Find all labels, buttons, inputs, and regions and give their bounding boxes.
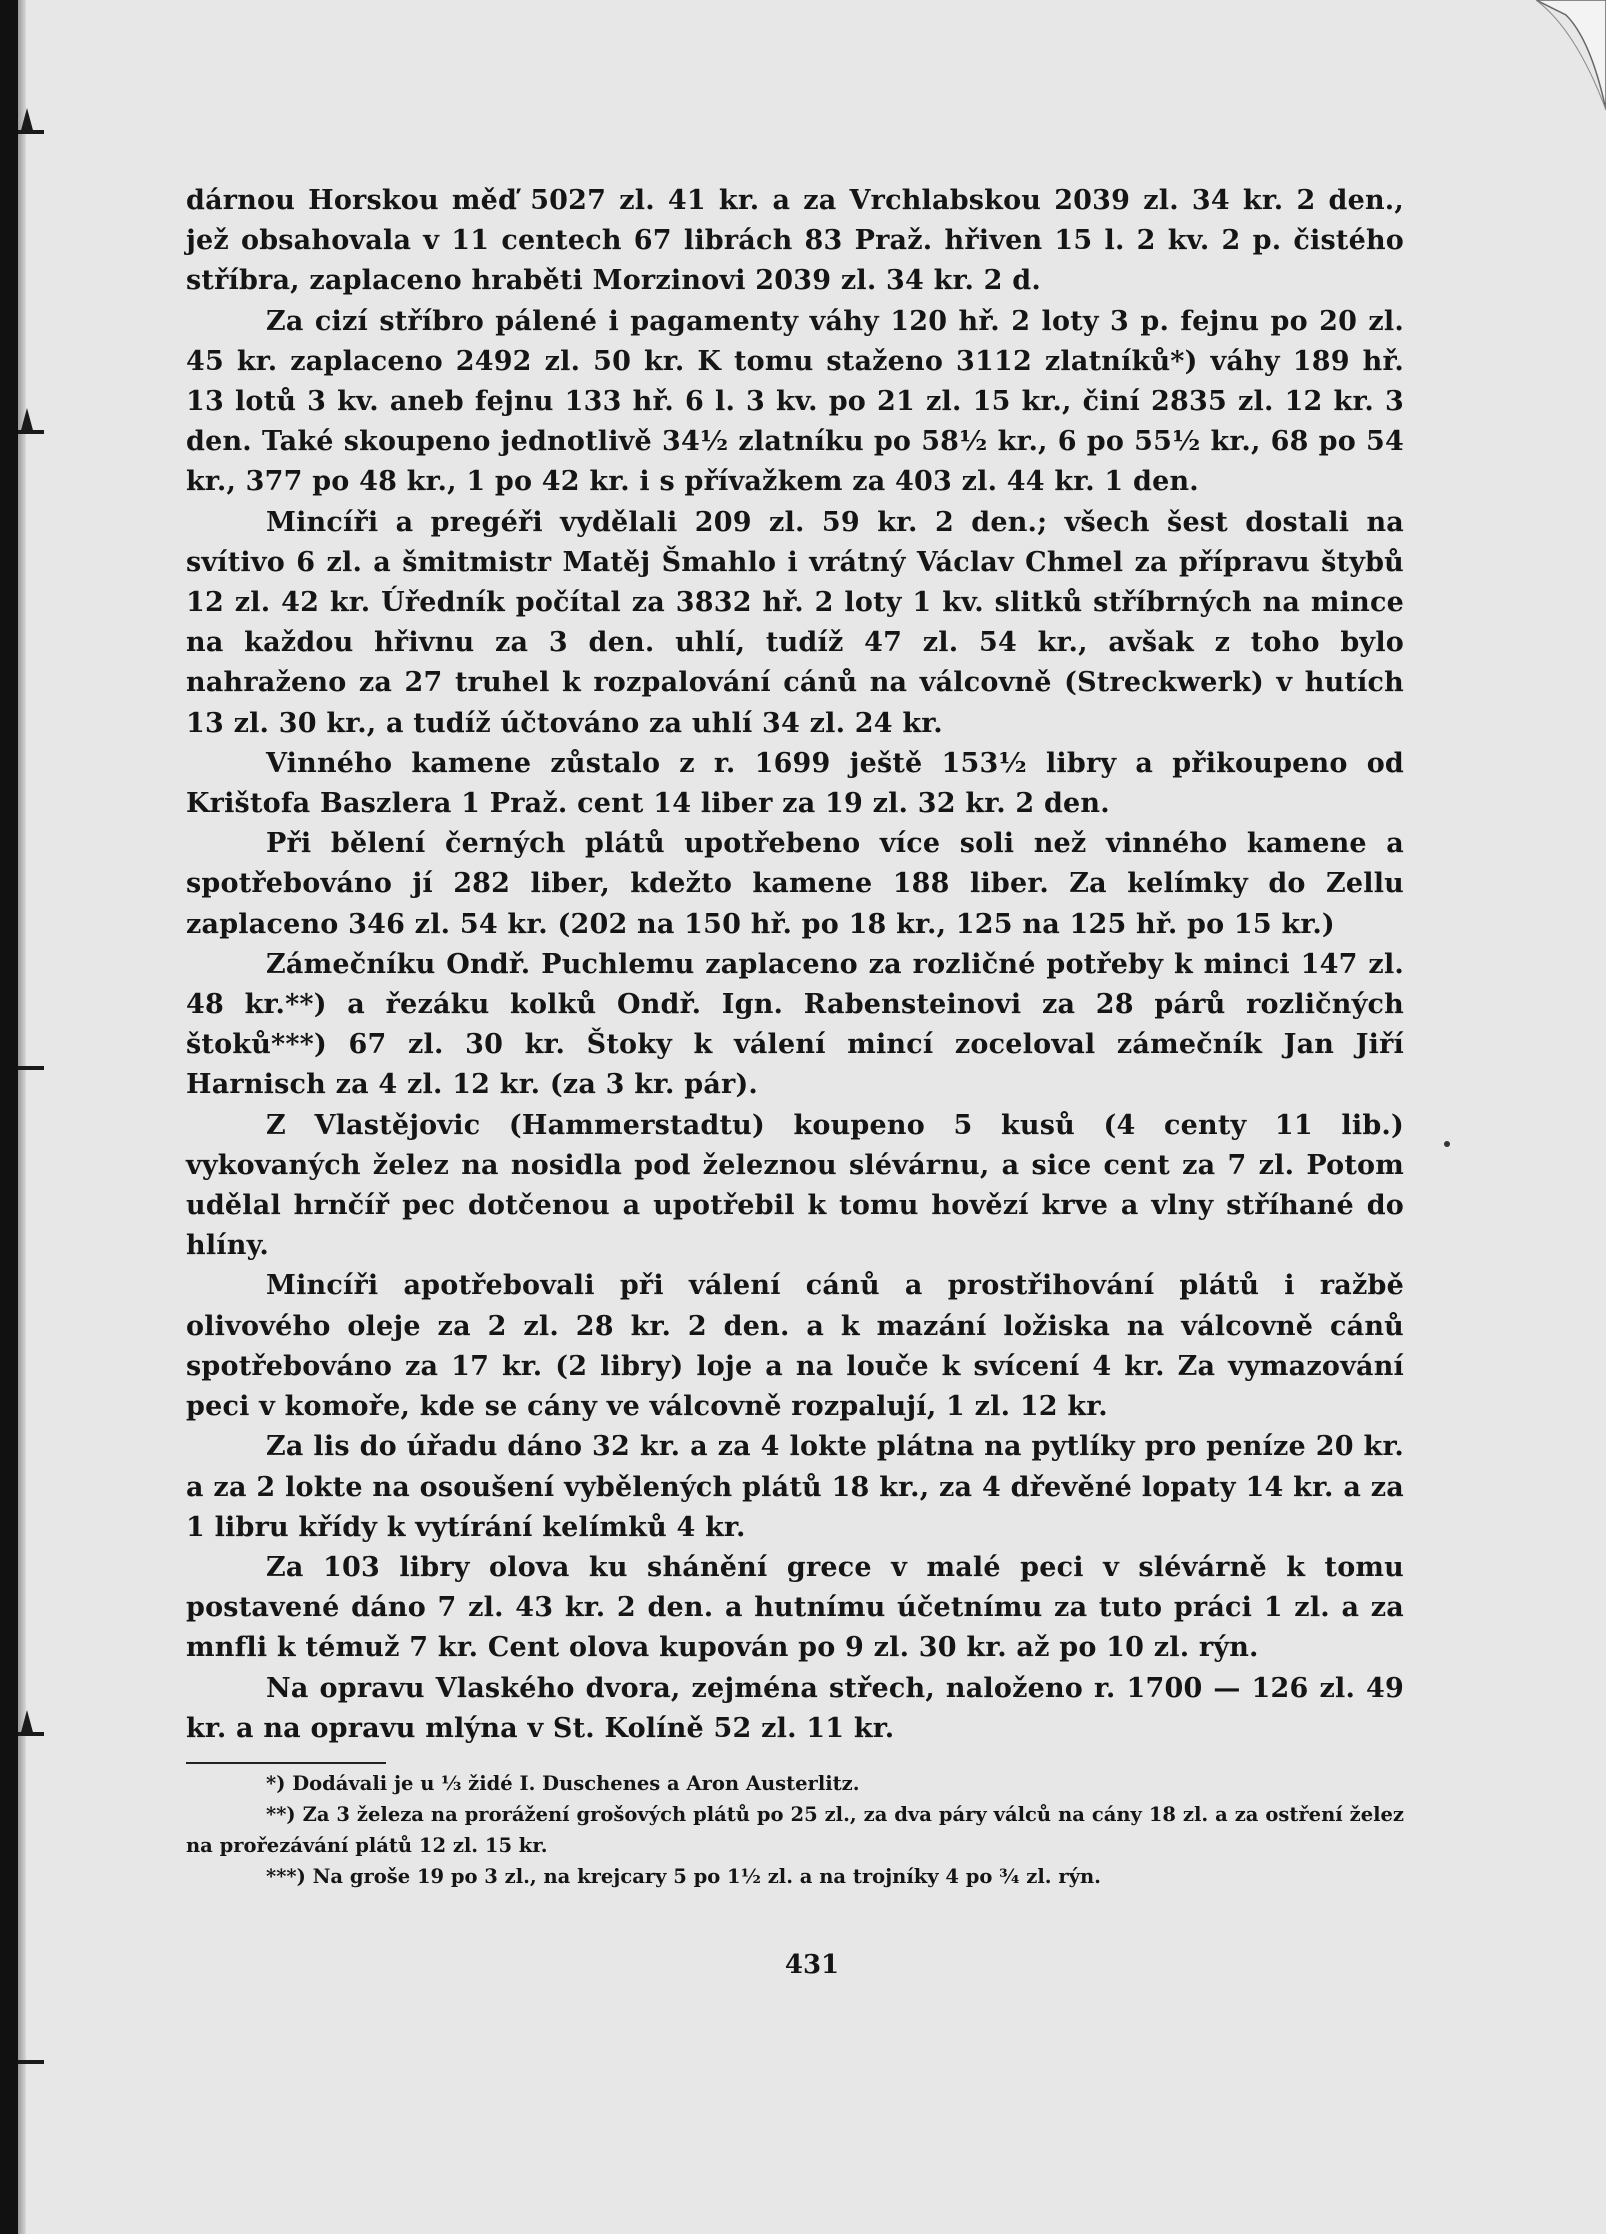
speck-dot — [1444, 1141, 1450, 1147]
paragraph: Za lis do úřadu dáno 32 kr. a za 4 lokte plátna na pytlíky pro peníze 20 kr. a za 2 lokte na osoušení vybělených plátů 18 kr., za 4 dřevěné lopaty 14 kr. a za 1 libru křídy k vytírání kelímků 4 kr. — [186, 1431, 1404, 1543]
paragraph: Při bělení černých plátů upotřebeno více soli než vinného kamene a spotřebováno jí 282 liber, kdežto kamene 188 liber. Za kelímky do Zellu zaplaceno 346 zl. 54 kr. (202 na 150 hř. po 18 kr., 125 na 125 hř. po 15 kr.) — [186, 828, 1404, 940]
footnote: **) Za 3 železa na prorážení grošových plátů po 25 zl., za dva páry válců na cány 18 zl. a za ostření želez na prořezávání plátů 12 zl. 15 kr. — [186, 1803, 1404, 1857]
scanned-page — [18, 0, 1606, 2234]
binding-mark-icon — [18, 430, 44, 434]
paragraph: Na opravu Vlaského dvora, zejména střech, naloženo r. 1700 — 126 zl. 49 kr. a na opravu mlýna v St. Kolíně 52 zl. 11 kr. — [186, 1672, 1404, 1744]
paragraph: Za 103 libry olova ku shánění grece v malé peci v slévárně k tomu postavené dáno 7 zl. 43 kr. 2 den. a hutnímu účetnímu za tuto práci 1 zl. a za mnfli k témuž 7 kr. Cent olova kupován po 9 zl. 30 kr. až po 10 zl. rýn. — [186, 1551, 1404, 1664]
paragraph: Za cizí stříbro pálené i pagamenty váhy 120 hř. 2 loty 3 p. fejnu po 20 zl. 45 kr. zaplaceno 2492 zl. 50 kr. K tomu staženo 3112 zlatníků*) váhy 189 hř. 13 lotů 3 kv. aneb fejnu 133 hř. 6 l. 3 kv. po 21 zl. 15 kr., činí 2835 zl. 12 kr. 3 den. Také skoupeno jednotlivě 34½ zlatníku po 58½ kr., 6 po 55½ kr., 68 po 54 kr., 377 po 48 kr., 1 po 42 kr. i s přívažkem za 403 zl. 44 kr. 1 den. — [186, 305, 1404, 498]
binding-mark-icon — [18, 130, 44, 134]
paragraph: Zámečníku Ondř. Puchlemu zaplaceno za rozličné potřeby k minci 147 zl. 48 kr.**) a řezáku kolků Ondř. Ign. Rabensteinovi za 28 párů rozličných štoků***) 67 zl. 30 kr. Štoky k válení mincí zoceloval zámečník Jan Jiří Harnisch za 4 zl. 12 kr. (za 3 kr. pár). — [186, 948, 1404, 1101]
paragraph: dárnou Horskou měď 5027 zl. 41 kr. a za Vrchlabskou 2039 zl. 34 kr. 2 den., jež obsahovala v 11 centech 67 librách 83 Praž. hřiven 15 l. 2 kv. 2 p. čistého stříbra, zaplaceno hraběti Morzinovi 2039 zl. 34 kr. 2 d. — [186, 185, 1404, 297]
page-left-edge — [18, 0, 26, 2234]
binding-mark-icon — [18, 1066, 44, 1070]
page-corner-curl — [1536, 0, 1606, 110]
paragraph: Mincíři apotřebovali při válení cánů a prostřihování plátů i ražbě olivového oleje za 2 zl. 28 kr. 2 den. a k mazání ložiska na válcovně cánů spotřebováno za 17 kr. (2 libry) loje a na louče k svícení 4 kr. Za vymazování peci v komoře, kde se cány ve válcovně rozpalují, 1 zl. 12 kr. — [186, 1270, 1404, 1423]
page-number: 431 — [784, 1950, 840, 1980]
paragraph: Mincíři a pregéři vydělali 209 zl. 59 kr. 2 den.; všech šest dostali na svítivo 6 zl. a šmitmistr Matěj Šmahlo i vrátný Václav Chmel za přípravu štybů 12 zl. 42 kr. Úředník počítal za 3832 hř. 2 loty 1 kv. slitků stříbrných na mince na každou hřivnu za 3 den. uhlí, tudíž 47 zl. 54 kr., avšak z toho bylo nahraženo za 27 truhel k rozpalování cánů na válcovně (Streckwerk) v hutích 13 zl. 30 kr., a tudíž účtováno za uhlí 34 zl. 24 kr. — [186, 506, 1404, 739]
footnotes — [186, 1768, 1404, 1892]
paragraph: Z Vlastějovic (Hammerstadtu) koupeno 5 kusů (4 centy 11 lib.) vykovaných želez na nosidla pod železnou slévárnu, a sice cent za 7 zl. Potom udělal hrnčíř pec dotčenou a upotřebil k tomu hovězí krve a vlny stříhané do hlíny. — [186, 1109, 1404, 1262]
binding-mark-icon — [18, 2060, 44, 2064]
footnote: ***) Na groše 19 po 3 zl., na krejcary 5 po 1½ zl. a na trojníky 4 po ¾ zl. rýn. — [266, 1865, 1101, 1888]
footnote-divider — [186, 1762, 386, 1764]
body-text — [186, 181, 1404, 1749]
footnote: *) Dodávali je u ⅓ židé I. Duschenes a Aron Austerlitz. — [266, 1772, 860, 1795]
paragraph: Vinného kamene zůstalo z r. 1699 ještě 153½ libry a přikoupeno od Krištofa Baszlera 1 Praž. cent 14 liber za 19 zl. 32 kr. 2 den. — [186, 747, 1404, 820]
binding-mark-icon — [18, 1732, 44, 1736]
